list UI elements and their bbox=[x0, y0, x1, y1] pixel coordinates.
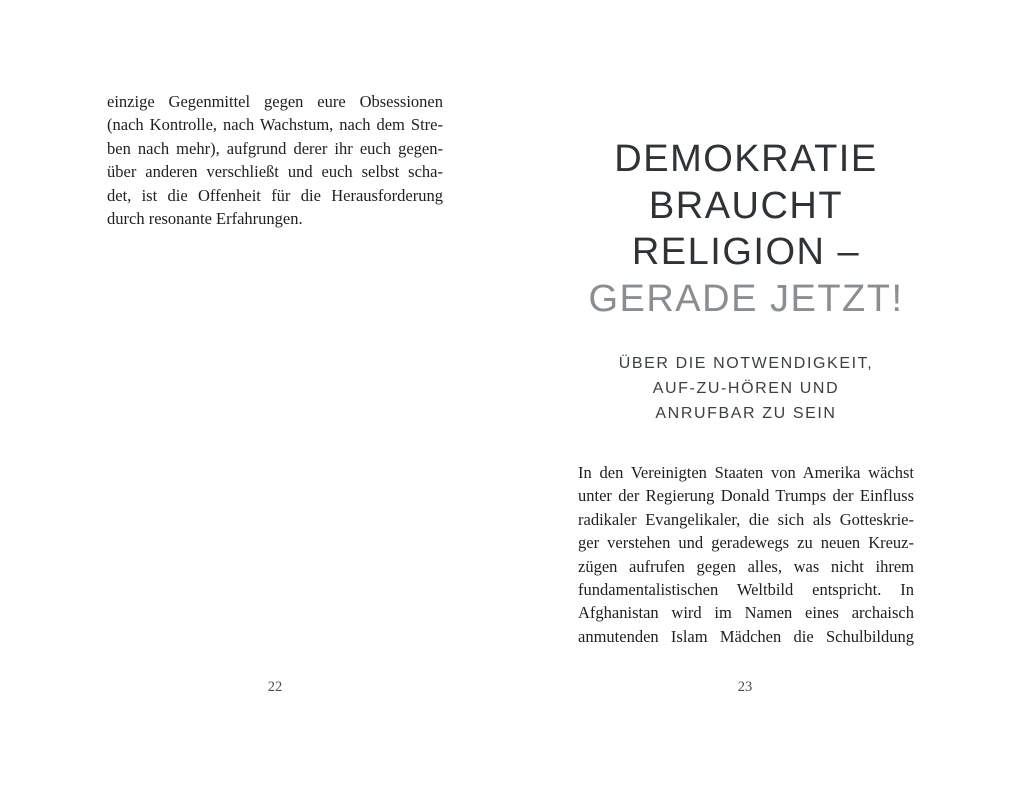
text-line: det, ist die Offenheit für die Herausforderung bbox=[107, 185, 443, 205]
right-page-paragraph bbox=[578, 461, 914, 648]
left-page-number: 22 bbox=[267, 679, 283, 695]
text-line: ben nach mehr), aufgrund derer ihr euch gegen- bbox=[107, 138, 443, 158]
chapter-subtitle-line: AUF-ZU-HÖREN UND bbox=[652, 380, 840, 397]
chapter-title-line: DEMOKRATIE bbox=[614, 138, 878, 180]
chapter-subtitle-line: ANRUFBAR ZU SEIN bbox=[655, 405, 837, 422]
text-line: über anderen verschließt und euch selbst scha- bbox=[107, 162, 443, 182]
text-line: zügen aufrufen gegen alles, was nicht ihrem bbox=[578, 556, 914, 576]
text-line: Afghanistan wird im Namen eines archaisch bbox=[578, 603, 914, 623]
chapter-title-line: BRAUCHT bbox=[648, 184, 844, 227]
chapter-subtitle-line: ÜBER DIE NOTWENDIGKEIT, bbox=[618, 355, 874, 372]
text-line: anmutenden Islam Mädchen die Schulbildung bbox=[578, 626, 914, 646]
text-line: (nach Kontrolle, nach Wachstum, nach dem Stre- bbox=[107, 115, 443, 135]
chapter-subtitle bbox=[560, 351, 932, 426]
text-line: durch resonante Erfahrungen. bbox=[107, 209, 303, 229]
text-line: ger verstehen und geradewegs zu neuen Kreuz- bbox=[578, 533, 914, 553]
left-page-paragraph bbox=[107, 90, 443, 230]
chapter-title-line: RELIGION – bbox=[631, 231, 861, 273]
text-line: In den Vereinigten Staaten von Amerika wächst bbox=[578, 463, 914, 482]
chapter-title bbox=[560, 136, 932, 322]
text-line: fundamentalistischen Weltbild entspricht. In bbox=[578, 580, 914, 600]
right-page-number: 23 bbox=[737, 679, 753, 695]
chapter-title-line-accent: GERADE JETZT! bbox=[588, 277, 904, 320]
text-line: unter der Regierung Donald Trumps der Einfluss bbox=[578, 486, 914, 506]
text-line: radikaler Evangelikaler, die sich als Gotteskrie- bbox=[578, 509, 914, 529]
text-line: einzige Gegenmittel gegen eure Obsessionen bbox=[107, 92, 443, 111]
